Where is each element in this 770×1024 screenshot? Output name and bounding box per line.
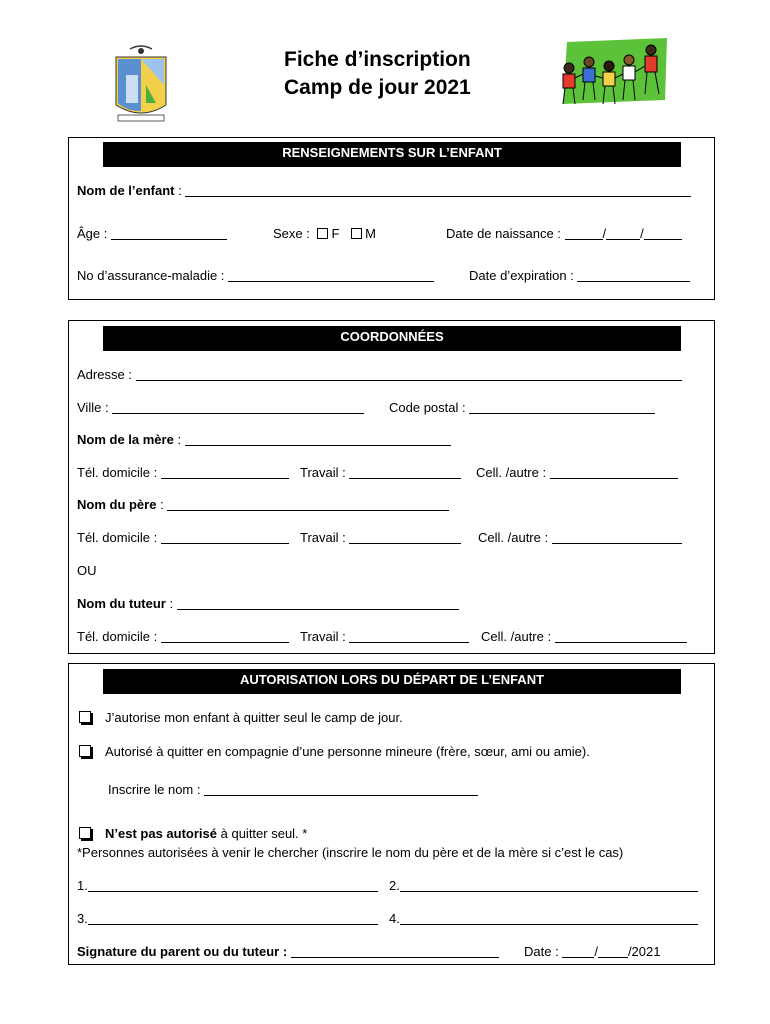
age-label: Âge : — [77, 226, 108, 241]
father-work-phone-row — [300, 530, 461, 545]
sex-m-label: M — [365, 226, 376, 241]
authorized-person-1-field[interactable] — [88, 879, 378, 892]
child-age-row — [77, 226, 227, 241]
father-name-label: Nom du père — [77, 497, 157, 512]
city-row — [77, 400, 364, 415]
sex-label: Sexe : — [273, 226, 310, 241]
number-4: 4. — [389, 911, 400, 926]
sex-m-checkbox[interactable] — [351, 228, 362, 239]
colon: : — [160, 497, 164, 512]
form-title-line1: Fiche d’inscription — [284, 48, 471, 71]
father-cell-phone-field[interactable] — [552, 531, 682, 544]
option-leave-with-minor — [79, 744, 590, 759]
mother-cell-phone-row — [476, 465, 678, 480]
mother-name-label: Nom de la mère — [77, 432, 174, 447]
address-label: Adresse : — [77, 367, 132, 382]
contact-heading: COORDONNÉES — [103, 326, 681, 351]
authorized-person-2-field[interactable] — [400, 879, 698, 892]
mother-work-phone-row — [300, 465, 461, 480]
birth-day-field[interactable] — [565, 227, 603, 240]
signature-label: Signature du parent ou du tuteur : — [77, 944, 288, 959]
signature-month-field[interactable] — [598, 945, 628, 958]
mother-name-row — [77, 432, 451, 447]
mother-home-phone-field[interactable] — [161, 466, 289, 479]
expiration-row — [469, 268, 690, 283]
city-field[interactable] — [112, 401, 364, 414]
mother-work-phone-field[interactable] — [349, 466, 461, 479]
father-cell-phone-row — [478, 530, 682, 545]
postal-code-row — [389, 400, 655, 415]
work-phone-label: Travail : — [300, 530, 346, 545]
health-insurance-row — [77, 268, 434, 283]
sex-f-checkbox[interactable] — [317, 228, 328, 239]
mother-cell-phone-field[interactable] — [550, 466, 678, 479]
health-insurance-field[interactable] — [228, 269, 434, 282]
home-phone-label: Tél. domicile : — [77, 629, 158, 644]
authorized-person-4-row — [389, 911, 698, 926]
authorized-person-1-row — [77, 878, 378, 893]
signature-row — [77, 944, 499, 959]
expiration-field[interactable] — [577, 269, 690, 282]
sex-row — [273, 226, 376, 241]
sex-f-label: F — [331, 226, 340, 241]
authorized-person-3-row — [77, 911, 378, 926]
minor-name-field[interactable] — [204, 783, 478, 796]
guardian-cell-phone-field[interactable] — [555, 630, 687, 643]
father-name-field[interactable] — [167, 498, 449, 511]
signature-year: /2021 — [627, 944, 661, 959]
colon: : — [177, 432, 182, 447]
signature-day-field[interactable] — [562, 945, 594, 958]
option-not-authorized — [79, 826, 307, 841]
child-name-label: Nom de l’enfant — [77, 183, 175, 198]
number-2: 2. — [389, 878, 400, 893]
guardian-home-phone-field[interactable] — [161, 630, 289, 643]
birth-date-label: Date de naissance : — [446, 226, 561, 241]
leave-with-minor-label: Autorisé à quitter en compagnie d’une personne mineure (frère, sœur, ami ou amie). — [105, 744, 590, 759]
children-playing-illustration — [555, 38, 673, 124]
work-phone-label: Travail : — [300, 629, 346, 644]
postal-code-field[interactable] — [469, 401, 655, 414]
date-separator: / — [594, 944, 598, 959]
signature-field[interactable] — [291, 945, 499, 958]
child-info-heading: RENSEIGNEMENTS SUR L’ENFANT — [103, 142, 681, 167]
leave-alone-checkbox[interactable] — [79, 711, 91, 723]
work-phone-label: Travail : — [300, 465, 346, 480]
birth-date-row — [446, 226, 682, 241]
not-authorized-label: à quitter seul. * — [220, 826, 308, 841]
home-phone-label: Tél. domicile : — [77, 530, 158, 545]
option-leave-alone — [79, 710, 403, 725]
authorization-heading: AUTORISATION LORS DU DÉPART DE L’ENFANT — [103, 669, 681, 694]
birth-month-field[interactable] — [606, 227, 640, 240]
address-field[interactable] — [136, 368, 682, 381]
cell-phone-label: Cell. /autre : — [481, 629, 552, 644]
expiration-label: Date d’expiration : — [469, 268, 574, 283]
city-label: Ville : — [77, 400, 109, 415]
date-separator: / — [602, 226, 607, 241]
guardian-home-phone-row — [77, 629, 289, 644]
authorized-person-3-field[interactable] — [88, 912, 378, 925]
municipal-crest-logo — [110, 45, 172, 125]
guardian-work-phone-field[interactable] — [349, 630, 469, 643]
cell-phone-label: Cell. /autre : — [478, 530, 549, 545]
guardian-name-label: Nom du tuteur — [77, 596, 166, 611]
father-name-row — [77, 497, 449, 512]
date-separator: / — [640, 226, 644, 241]
authorized-person-2-row — [389, 878, 698, 893]
not-authorized-bold-label: N’est pas autorisé — [105, 826, 217, 841]
cell-phone-label: Cell. /autre : — [476, 465, 547, 480]
guardian-name-field[interactable] — [177, 597, 459, 610]
birth-year-field[interactable] — [644, 227, 682, 240]
leave-with-minor-checkbox[interactable] — [79, 745, 91, 757]
not-authorized-checkbox[interactable] — [79, 827, 91, 839]
signature-date-label: Date : — [524, 944, 559, 959]
or-label: OU — [77, 563, 97, 578]
father-home-phone-row — [77, 530, 289, 545]
father-home-phone-field[interactable] — [161, 531, 289, 544]
authorized-persons-note: *Personnes autorisées à venir le chercher (inscrire le nom du père et de la mère si c’est le cas) — [77, 845, 624, 860]
colon: : — [169, 596, 174, 611]
minor-name-label: Inscrire le nom : — [108, 782, 201, 797]
mother-name-field[interactable] — [185, 433, 451, 446]
address-row — [77, 367, 682, 382]
signature-date-row — [524, 944, 660, 959]
minor-name-row — [108, 782, 478, 797]
father-work-phone-field[interactable] — [349, 531, 461, 544]
age-field[interactable] — [111, 227, 227, 240]
form-title-line2: Camp de jour 2021 — [284, 76, 471, 99]
guardian-work-phone-row — [300, 629, 469, 644]
mother-home-phone-row — [77, 465, 289, 480]
guardian-cell-phone-row — [481, 629, 687, 644]
health-insurance-label: No d’assurance-maladie : — [77, 268, 225, 283]
authorized-person-4-field[interactable] — [400, 912, 698, 925]
guardian-name-row — [77, 596, 459, 611]
child-name-field[interactable] — [185, 184, 691, 197]
home-phone-label: Tél. domicile : — [77, 465, 158, 480]
postal-code-label: Code postal : — [389, 400, 466, 415]
number-3: 3. — [77, 911, 88, 926]
child-name-row: Nom de l’enfant : — [77, 183, 691, 198]
leave-alone-label: J’autorise mon enfant à quitter seul le camp de jour. — [105, 710, 403, 725]
number-1: 1. — [77, 878, 88, 893]
